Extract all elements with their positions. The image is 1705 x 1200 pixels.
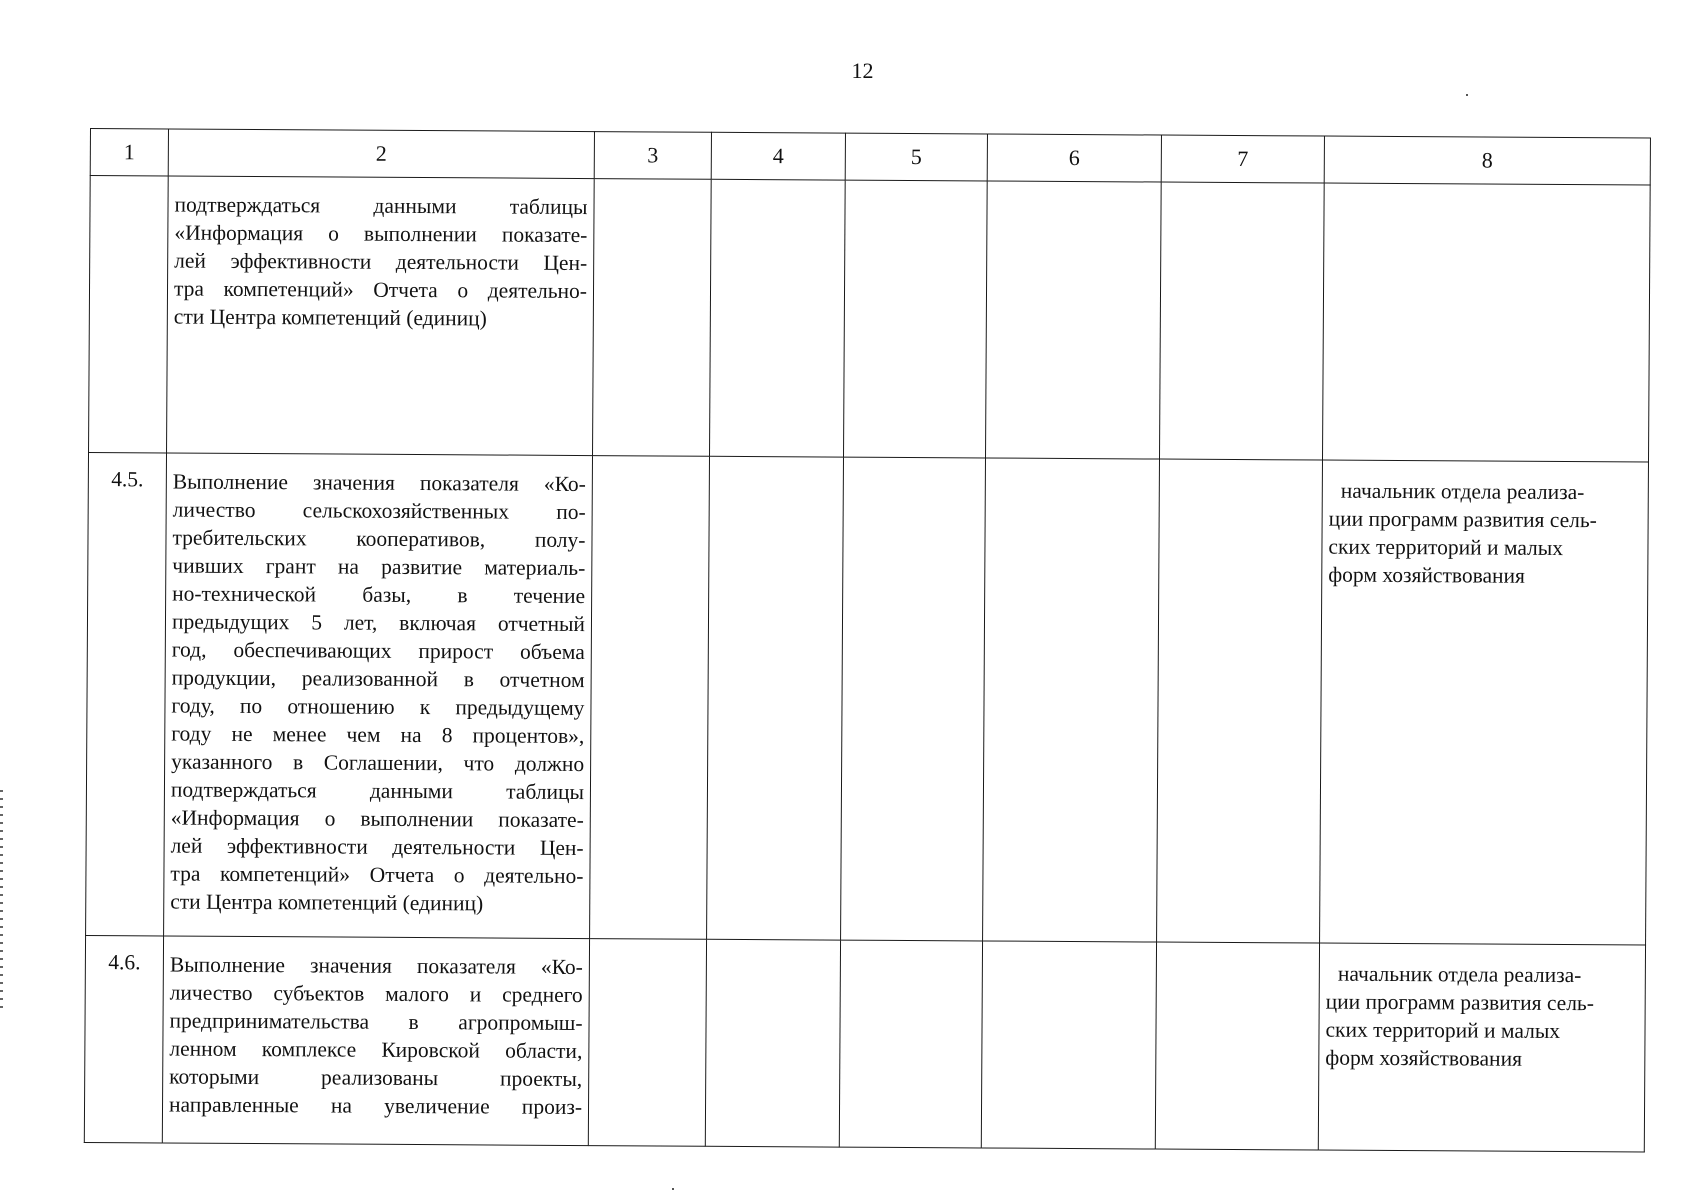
description-line: требительских кооперативов, полу-	[172, 525, 586, 553]
description-line: предыдущих 5 лет, включая отчетный	[171, 609, 586, 637]
indicator-description-cell	[167, 176, 595, 456]
description-line: сти Центра компетенций (единиц)	[170, 889, 484, 916]
responsible-cell	[1320, 460, 1649, 945]
column-header: 8	[1324, 136, 1650, 185]
description-line: чивших грант на развитие материаль-	[172, 553, 586, 581]
description-line: лей эффективности деятельности Цен-	[174, 248, 588, 276]
responsible-cell	[1322, 183, 1650, 462]
description-line: подтверждаться данными таблицы	[170, 777, 585, 805]
responsible-line: ции программ развития сель-	[1325, 989, 1595, 1016]
row-number-cell	[84, 935, 163, 1142]
responsible-line: начальник отдела реализа-	[1337, 961, 1582, 988]
description-line: год, обеспечивающих прирост объема	[171, 637, 585, 665]
description-line: личество сельскохозяйственных по-	[172, 497, 586, 525]
empty-cell	[986, 181, 1162, 459]
empty-cell	[588, 939, 706, 1147]
description-line: указанного в Соглашении, что должно	[171, 749, 585, 777]
row-number-cell	[86, 452, 167, 935]
empty-cell	[705, 939, 840, 1147]
description-line: предпринимательства в агропромыш-	[169, 1008, 583, 1036]
row-number: 4.5.	[111, 467, 144, 492]
empty-cell	[839, 940, 982, 1148]
indicator-table	[84, 128, 1651, 1153]
row-number	[91, 176, 168, 188]
description-line: «Информация о выполнении показате-	[170, 805, 584, 833]
description-line: сти Центра компетенций (единиц)	[173, 304, 487, 331]
scan-edge-marks	[0, 790, 3, 1010]
description-line: ленном комплексе Кировской области,	[169, 1036, 583, 1064]
description-line: лей эффективности деятельности Цен-	[170, 833, 584, 861]
description-line: но-технической базы, в течение	[172, 581, 586, 609]
responsible-line: ских территорий и малых	[1328, 534, 1564, 561]
description-line: «Информация о выполнении показате-	[174, 220, 588, 248]
empty-cell	[710, 179, 846, 457]
responsible-line: ции программ развития сель-	[1328, 506, 1597, 533]
description-line: продукции, реализованной в отчетном	[171, 665, 585, 693]
table-row	[86, 452, 1649, 945]
description-line: которыми реализованы проекты,	[169, 1064, 583, 1092]
description-line: тра компетенций» Отчета о деятельно-	[170, 861, 584, 889]
page-number: 12	[851, 58, 874, 83]
column-header: 6	[987, 134, 1161, 182]
responsible-line: начальник отдела реализа-	[1340, 478, 1585, 505]
description-line: личество субъектов малого и среднего	[169, 980, 583, 1008]
responsible-line: форм хозяйствования	[1325, 1045, 1523, 1071]
row-number-cell	[89, 176, 169, 453]
description-line: тра компетенций» Отчета о деятельно-	[173, 276, 588, 304]
table-row	[89, 176, 1651, 463]
table-row	[84, 935, 1645, 1152]
column-header: 2	[168, 129, 594, 179]
empty-cell	[1159, 182, 1324, 460]
indicator-description-cell	[162, 936, 589, 1146]
scan-speck	[1466, 94, 1468, 96]
empty-cell	[983, 458, 1160, 942]
description-line: направленные на увеличение произ-	[168, 1092, 583, 1120]
description-line: году не менее чем на 8 процентов»,	[171, 721, 585, 749]
responsible-line: ских территорий и малых	[1325, 1017, 1561, 1043]
scan-speck	[672, 1188, 674, 1190]
column-header: 3	[594, 132, 711, 180]
empty-cell	[707, 456, 844, 940]
column-header: 5	[845, 133, 987, 181]
empty-cell	[844, 180, 988, 458]
empty-cell	[593, 179, 712, 457]
empty-cell	[1155, 942, 1319, 1150]
description-line: подтверждаться данными таблицы	[174, 192, 588, 220]
indicator-description-cell	[164, 453, 593, 939]
column-header: 1	[90, 129, 168, 176]
empty-cell	[981, 941, 1156, 1149]
empty-cell	[590, 456, 710, 940]
description-line: Выполнение значения показателя «Ко-	[172, 469, 586, 497]
row-number: 4.6.	[108, 950, 141, 975]
responsible-cell	[1318, 943, 1645, 1152]
empty-cell	[1157, 459, 1323, 943]
description-line: году, по отношению к предыдущему	[171, 693, 585, 721]
responsible-line: форм хозяйствования	[1328, 562, 1526, 588]
column-header: 7	[1161, 135, 1324, 183]
column-header: 4	[711, 132, 845, 180]
empty-cell	[841, 457, 986, 941]
description-line: Выполнение значения показателя «Ко-	[169, 952, 583, 980]
